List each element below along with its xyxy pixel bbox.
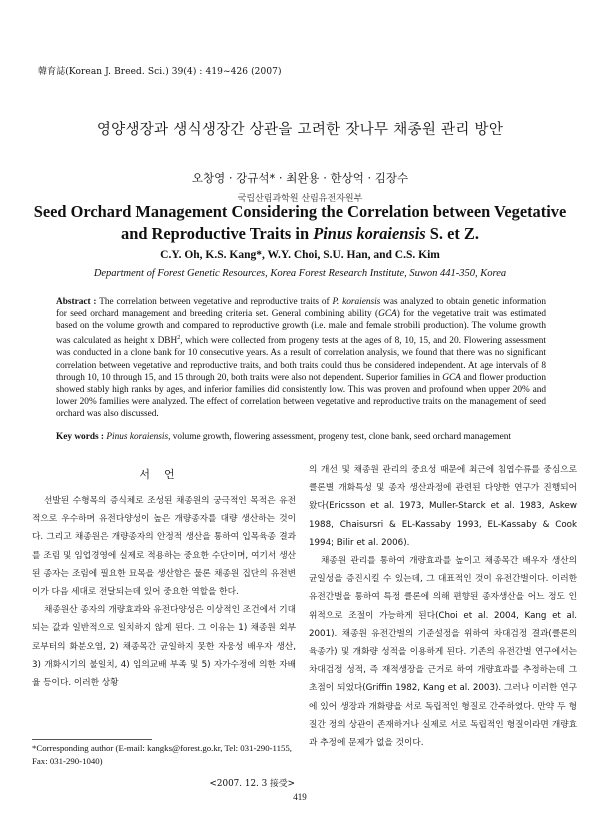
english-authors: C.Y. Oh, K.S. Kang*, W.Y. Choi, S.U. Han, and C.S. Kim	[160, 249, 440, 261]
corresponding-author-footnote: *Corresponding author (E-mail: kangks@forest.go.kr, Tel: 031-290-1155, Fax: 031-290-1040)	[32, 743, 292, 766]
korean-title: 영양생장과 생식생장간 상관을 고려한 잣나무 채종원 관리 방안	[96, 122, 504, 138]
keywords-label: Key words :	[56, 432, 105, 442]
right-column-body	[309, 461, 577, 752]
paragraph: 선발된 수형목의 증식체로 조성된 채종원의 궁극적인 목적은 유전적으로 우수하며 유전다양성이 높은 개량종자를 대량 생산하는 것이다. 그리고 채종원은 개량종자의 안정적 생산을 통하여 입목육종 결과를 조림 및 임업경영에 실제로 적용하는 중요한 수단이며, 여기서 생산된 종자는 조림에 필요한 묘목을 생산함은 물론 채종원 집단의 유전변이가 다음 세대로 전달되는데 있어 중요한 역할을 한다.	[32, 496, 296, 598]
paragraph: 채종원 관리를 통하여 개량효과를 높이고 채종목간 배우자 생산의 균일성을 증진시킬 수 있는데, 그 대표적인 것이 유전간벌이다. 이러한 유전간벌을 통하여 특정 클론에 의해 편향된 종자생산을 어느 정도 인위적으로 조절이 가능하게 된다(Choi et al. 2004, Kang et al. 2001). 채종원 유전간벌의 기준설정을 위하여 차대검정 결과(클론의 육종가) 및 개화량 성적을 이용하게 된다. 기존의 유전간벌 연구에서는 차대검정 성적, 즉 재적생장을 근거로 하여 개량효과를 추정하는데 그 초점이 되었다(Griffin 1982, Kang et al. 2003). 그러나 이러한 연구에 있어 생장과 개화량을 서로 독립적인 형질로 간주하였다. 만약 두 형질간 정의 상관이 존재하거나 실제로 서로 독립적인 형질이라면 개량효과 추정에 문제가 없을 것이다.	[309, 556, 577, 749]
received-date: <2007. 12. 3 接受>	[209, 779, 295, 789]
left-column-body	[32, 492, 296, 692]
korean-affiliation: 국립산림과학원 산림유전자원부	[237, 194, 363, 204]
keywords: Key words : Pinus koraiensis, volume growth, flowering assessment, progeny test, clone bank, seed orchard management	[56, 432, 511, 442]
journal-citation: 韓育誌(Korean J. Breed. Sci.) 39(4) : 419~426 (2007)	[38, 67, 282, 77]
korean-authors: 오창영 · 강규석* · 최완용 · 한상억 · 김장수	[191, 171, 409, 185]
english-title	[0, 201, 600, 245]
abstract: Abstract : The correlation between vegetative and reproductive traits of P. koraiensis was analyzed to obtain genetic information for seed orchard management and breeding criteria set. General combining ability (GCA) for the vegetative trait was estimated based on the volume growth and compared to reproductive growth (i.e. male and female strobili production). The volume growth was calculated as height x DBH$^2$, which were collected from progeny tests at the ages of 8, 10, 15, and 20. Flowering assessment was conducted in a clone bank for 10 consecutive years. As a result of correlation analysis, we found that there was no significant correlation between vegetative and reproductive traits, and both traits could thus be considered independent. At age intervals of 8 through 10, 10 through 15, and 15 through 20, both traits were also not dependent. Superior families in GCA and flower production showed stably high ranks by ages, and inferior families did consistently low. This was proven and profound when upper 20% and lower 20% families were analyzed. The effect of correlation between vegetative and reproductive traits on the management of seed orchard was also discussed.	[56, 297, 546, 419]
abstract-label: Abstract :	[56, 297, 97, 307]
footnote-divider	[32, 739, 152, 740]
paragraph: 의 개선 및 채종원 관리의 중요성 때문에 최근에 침엽수류를 중심으로 클론별 개화특성 및 종자 생산과정에 관련된 다양한 연구가 진행되어 왔다(Ericsson et al. 1973, Muller-Starck et al. 1983, Askew 1988, Chaisursri & EL-Kassaby 1993, EL-Kassaby & Cook 1994; Bilir et al. 2006).	[309, 465, 577, 548]
english-title-line1: Seed Orchard Management Considering the Correlation between Vegetative	[33, 202, 567, 221]
english-affiliation: Department of Forest Genetic Resources, Korea Forest Research Institute, Suwon 441-350, Korea	[93, 268, 507, 279]
english-title-line2: and Reproductive Traits in Pinus koraiensis S. et Z.	[121, 224, 479, 243]
species-name: Pinus koraiensis	[313, 224, 426, 243]
page-number: 419	[293, 792, 307, 802]
section-heading-introduction: 서언	[139, 468, 189, 481]
paragraph: 채종원산 종자의 개량효과와 유전다양성은 이상적인 조건에서 기대되는 값과 일반적으로 일치하지 않게 된다. 그 이유는 1) 채종원 외부로부터의 화분오염, 2) 채종목간 균일하지 못한 자웅성 배우자 생산, 3) 개화시기의 불일치, 4) 임의교배 부족 및 5) 자가수정에 의한 자배율 등이다. 이러한 상황	[32, 605, 296, 689]
